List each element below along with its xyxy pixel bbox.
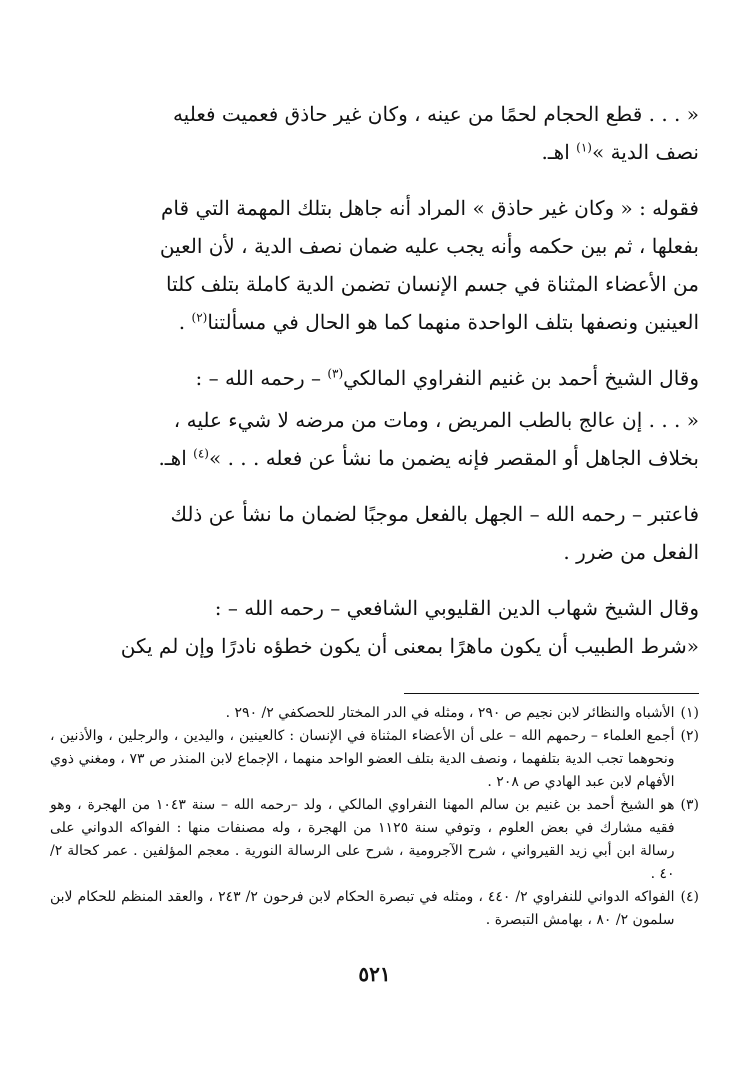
- footnote-reference[interactable]: (٢): [191, 310, 208, 325]
- text-line: فقوله : « وكان غير حاذق » المراد أنه جاهل بتلك المهمة التي قام: [161, 196, 699, 220]
- line-text: نصف الدية »: [591, 140, 699, 164]
- line-tail: اهـ.: [158, 446, 194, 470]
- footnote-reference[interactable]: (٣): [327, 366, 344, 381]
- line-text: الفعل من ضرر .: [563, 540, 699, 564]
- text-line: من الأعضاء المثناة في جسم الإنسان تضمن الدية كاملة بتلف كلتا: [165, 272, 699, 296]
- text-line: فاعتبر – رحمه الله – الجهل بالفعل موجبًا لضمان ما نشأ عن ذلك: [170, 502, 699, 526]
- text-line: « . . . قطع الحجام لحمًا من عينه ، وكان غير حاذق فعميت فعليه: [172, 102, 699, 126]
- paragraph: [50, 189, 699, 341]
- line-tail: .: [178, 310, 192, 334]
- footnote-number: (١): [680, 705, 699, 721]
- footnote-number: (٤): [680, 889, 699, 905]
- text-line: [50, 533, 699, 571]
- footnote-separator: [404, 693, 699, 694]
- line-text: وقال الشيخ أحمد بن غنيم النفراوي المالكي: [343, 366, 699, 390]
- footnote-number: (٢): [680, 728, 699, 744]
- text-line: [50, 303, 699, 341]
- text-line: [50, 133, 699, 171]
- footnotes: [50, 702, 699, 932]
- footnote-text: هو الشيخ أحمد بن غنيم بن سالم المهنا النفراوي المالكي ، ولد –رحمه الله – سنة ١٠٤٣ من الهجرة ، وهو فقيه مشارك في بعض العلوم ، وتوفي سنة ١١٢٥ من الهجرة ، وله مصنفات منها : الفواكه الدواني على رسالة ابن أبي زيد القيرواني ، شرح الآجرومية ، شرح على الرسالة النورية . معجم المؤلفين . عمر كحالة ٢/ ٤٠ .: [50, 797, 675, 882]
- footnote-reference[interactable]: (٤): [193, 446, 209, 461]
- paragraph: [50, 359, 699, 397]
- text-line: [50, 359, 699, 397]
- footnote-text: الفواكه الدواني للنفراوي ٢/ ٤٤٠ ، ومثله في تبصرة الحكام لابن فرحون ٢/ ٢٤٣ ، والعقد المنظم للحكام لابن سلمون ٢/ ٨٠ ، بهامش التبصرة .: [50, 889, 675, 928]
- footnote: [50, 725, 699, 794]
- main-text: [50, 95, 699, 665]
- text-line: « . . . إن عالج بالطب المريض ، ومات من مرضه لا شيء عليه ،: [173, 408, 699, 432]
- line-text: العينين ونصفها بتلف الواحدة منهما كما هو الحال في مسألتنا: [207, 310, 699, 334]
- page-number: ٥٢١: [358, 962, 391, 986]
- paragraph: [50, 495, 699, 571]
- line-tail: اهـ.: [541, 140, 577, 164]
- footnote: [50, 702, 699, 725]
- footnote-text: الأشباه والنظائر لابن نجيم ص ٢٩٠ ، ومثله في الدر المختار للحصكفي ٢/ ٢٩٠ .: [225, 705, 675, 721]
- text-line: وقال الشيخ شهاب الدين القليوبي الشافعي – رحمه الله – :: [214, 596, 699, 620]
- paragraph: [50, 401, 699, 477]
- line-text: «شرط الطبيب أن يكون ماهرًا بمعنى أن يكون خطؤه نادرًا وإن لم يكن: [120, 634, 699, 658]
- paragraph: [50, 589, 699, 665]
- footnote: [50, 886, 699, 932]
- line-tail: – رحمه الله – :: [195, 366, 328, 390]
- text-line: [50, 627, 699, 665]
- paragraph: [50, 95, 699, 171]
- footnote-reference[interactable]: (١): [576, 140, 592, 155]
- footnote-text: أجمع العلماء – رحمهم الله – على أن الأعضاء المثناة في الإنسان : كالعينين ، واليدين ، والرجلين ، والأذنين ، ونحوهما تجب الدية بتلفهما ، ونصف الدية بتلف العضو الواحد منهما ، الإجماع لابن المنذر ص ٧٣ ، ومغني ذوي الأفهام لابن عبد الهادي ص ٢٠٨ .: [50, 728, 675, 790]
- footnote: [50, 794, 699, 886]
- text-line: [50, 439, 699, 477]
- footnote-number: (٣): [680, 797, 699, 813]
- line-text: بخلاف الجاهل أو المقصر فإنه يضمن ما نشأ عن فعله . . . »: [208, 446, 699, 470]
- text-line: بفعلها ، ثم بين حكمه وأنه يجب عليه ضمان نصف الدية ، لأن العين: [159, 234, 699, 258]
